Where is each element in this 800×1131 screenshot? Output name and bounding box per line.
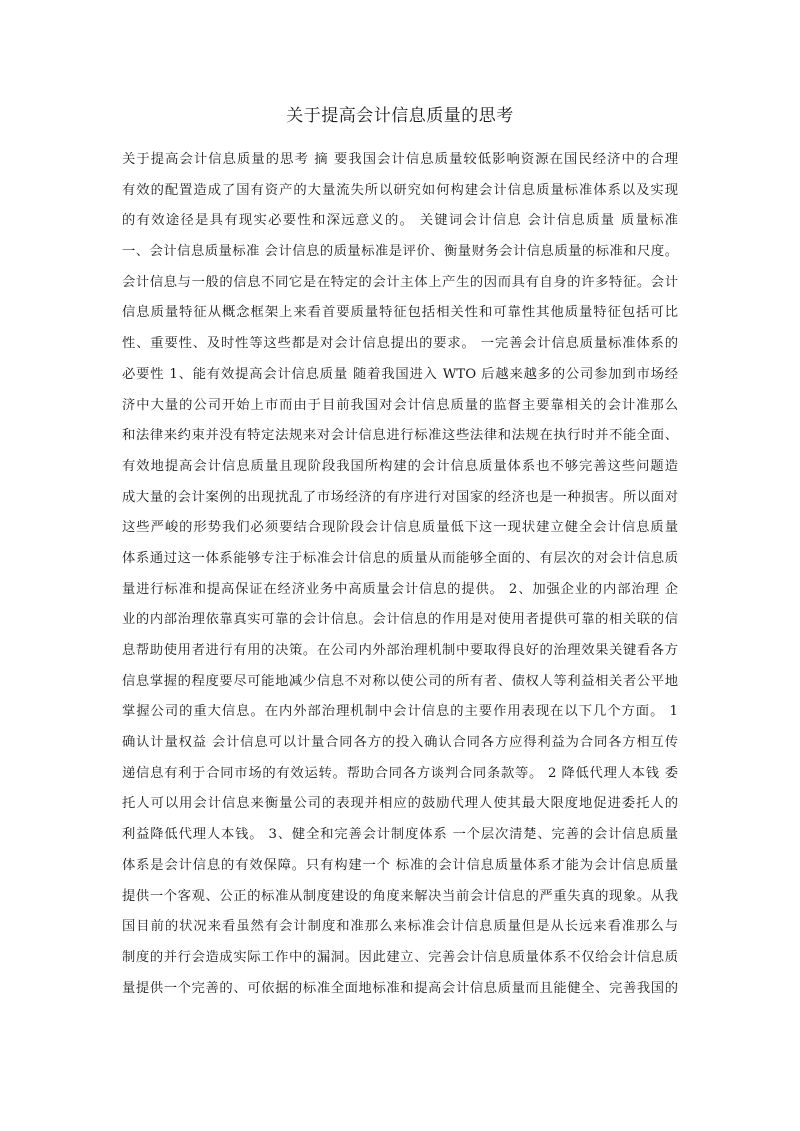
body-line: 国目前的状况来看虽然有会计制度和准那么来标准会计信息质量但是从长远来看准那么与	[122, 919, 678, 935]
body-line: 必要性 1、能有效提高会计信息质量 随着我国进入 WTO 后越来越多的公司参加到市场经	[122, 366, 678, 382]
body-line: 息帮助使用者进行有用的决策。在公司内外部治理机制中要取得良好的治理效果关键看各方	[122, 643, 678, 658]
body-line: 提供一个客观、公正的标准从制度建设的角度来解决当前会计信息的严重失真的现象。从我	[122, 888, 678, 904]
body-line: 确认计量权益 会计信息可以计量合同各方的投入确认合同各方应得利益为合同各方相互传	[122, 735, 678, 751]
body-line: 量提供一个完善的、可依据的标准全面地标准和提高会计信息质量而且能健全、完善我国的	[122, 980, 678, 996]
body-line: 体系是会计信息的有效保障。只有构建一个 标准的会计信息质量体系才能为会计信息质量	[122, 857, 678, 873]
body-line: 性、重要性、及时性等这些都是对会计信息提出的要求。 一完善会计信息质量标准体系的	[122, 336, 678, 352]
body-line: 会计信息与一般的信息不同它是在特定的会计主体上产生的因而具有自身的许多特征。会计	[122, 274, 678, 290]
body-line: 信息掌握的程度要尽可能地减少信息不对称以使公司的所有者、债权人等利益相关者公平地	[122, 673, 678, 689]
body-line: 体系通过这一体系能够专注于标准会计信息的质量从而能够全面的、有层次的对会计信息质	[122, 550, 678, 566]
body-line: 递信息有利于合同市场的有效运转。帮助合同各方谈判合同条款等。 2 降低代理人本钱 委	[122, 765, 678, 781]
document-title: 关于提高会计信息质量的思考	[286, 106, 514, 126]
body-line: 制度的并行会造成实际工作中的漏洞。因此建立、完善会计信息质量体系不仅给会计信息质	[122, 949, 678, 965]
body-line: 成大量的会计案例的出现扰乱了市场经济的有序进行对国家的经济也是一种损害。所以面对	[122, 489, 678, 505]
document-body	[122, 145, 678, 1004]
body-line: 有效地提高会计信息质量且现阶段我国所构建的会计信息质量体系也不够完善这些问题造	[122, 458, 678, 474]
body-line: 利益降低代理人本钱。 3、健全和完善会计制度体系 一个层次清楚、完善的会计信息质量	[122, 827, 678, 843]
body-line: 有效的配置造成了国有资产的大量流失所以研究如何构建会计信息质量标准体系以及实现	[122, 182, 678, 198]
body-line: 一、会计信息质量标准 会计信息的质量标准是评价、衡量财务会计信息质量的标准和尺度。	[122, 244, 678, 260]
body-line: 量进行标准和提高保证在经济业务中高质量会计信息的提供。 2、加强企业的内部治理 企	[122, 581, 678, 597]
body-line: 这些严峻的形势我们必须要结合现阶段会计信息质量低下这一现状建立健全会计信息质量	[122, 520, 678, 536]
body-line: 业的内部治理依靠真实可靠的会计信息。会计信息的作用是对使用者提供可靠的相关联的信	[122, 612, 678, 628]
body-line: 关于提高会计信息质量的思考 摘 要我国会计信息质量较低影响资源在国民经济中的合理	[122, 152, 678, 167]
body-line: 掌握公司的重大信息。在内外部治理机制中会计信息的主要作用表现在以下几个方面。 1	[122, 704, 678, 720]
body-line: 的有效途径是具有现实必要性和深远意义的。 关键词会计信息 会计信息质量 质量标准	[122, 213, 678, 229]
body-line: 和法律来约束并没有特定法规来对会计信息进行标准这些法律和法规在执行时并不能全面、	[122, 428, 678, 444]
body-line: 济中大量的公司开始上市而由于目前我国对会计信息质量的监督主要靠相关的会计准那么	[122, 397, 678, 413]
body-line: 信息质量特征从概念框架上来看首要质量特征包括相关性和可靠性其他质量特征包括可比	[122, 305, 678, 321]
body-line: 托人可以用会计信息来衡量公司的表现并相应的鼓励代理人使其最大限度地促进委托人的	[122, 796, 678, 812]
